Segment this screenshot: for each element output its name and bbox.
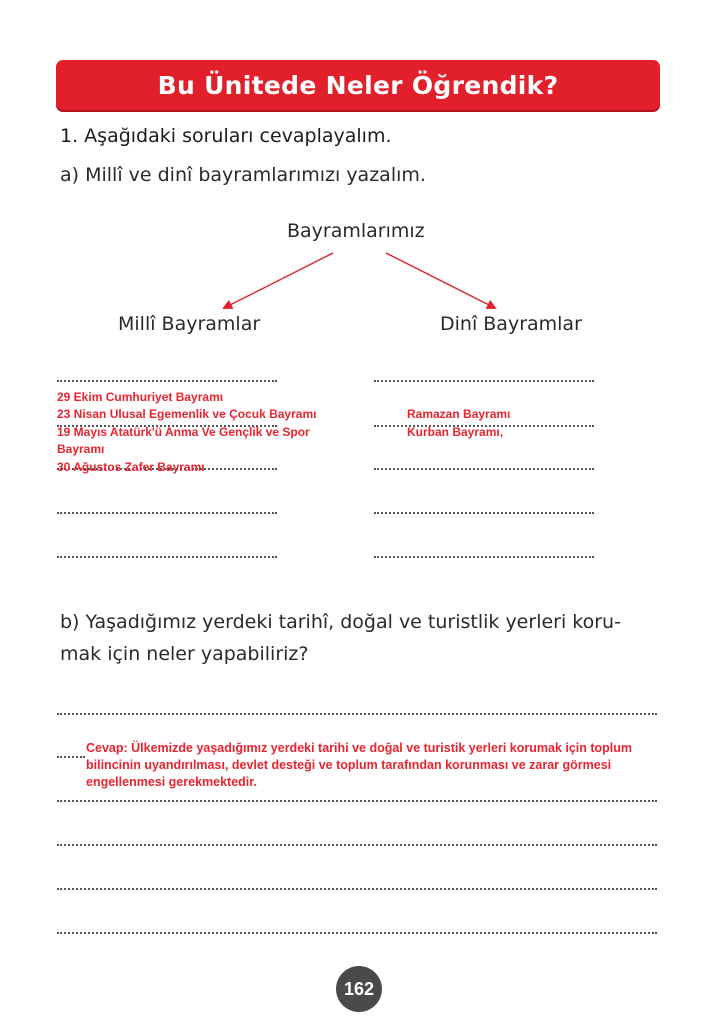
dini-bayramlar-heading: Dinî Bayramlar [440,313,582,335]
dini-answer-line[interactable] [374,380,594,382]
dini-answer: Ramazan Bayramı [407,407,511,421]
question-b-text [60,606,670,670]
answer-b-line[interactable] [57,888,657,890]
diagram-root-label: Bayramlarımız [287,220,425,242]
dini-answer: Kurban Bayramı, [407,425,504,439]
answer-b-text: Cevap: Ülkemizde yaşadığımız yerdeki tarihi ve doğal ve turistik yerleri korumak için toplum bilincinin uyandırılması, devlet desteği ve toplum tarafından korunması ve zarar görmesi engellenmesi gerekmektedir. [86,741,633,789]
question-b-line: b) Yaşadığımız yerdeki tarihî, doğal ve turistlik yerleri koru- [60,611,621,633]
milli-answer: 29 Ekim Cumhuriyet Bayramı [57,390,224,404]
milli-answer: 30 Ağustos Zafer Bayramı [57,460,205,474]
answer-b-line[interactable] [57,713,657,715]
milli-answer: 23 Nisan Ulusal Egemenlik ve Çocuk Bayramı [57,407,317,421]
milli-bayramlar-heading: Millî Bayramlar [118,313,261,335]
dini-answer-line[interactable] [374,512,594,514]
arrow-to-dini [386,253,495,308]
milli-answer-line[interactable] [57,380,277,382]
page-number: 162 [336,966,382,1012]
answer-b-line[interactable] [57,932,657,934]
arrow-to-milli [224,253,333,308]
answer-b-line[interactable] [57,756,85,758]
milli-answer: Bayramı [57,442,105,456]
page-title: Bu Ünitede Neler Öğrendik? [157,70,559,100]
milli-answer-line[interactable] [57,512,277,514]
answer-b-line[interactable] [57,844,657,846]
answer-b-line[interactable] [57,800,657,802]
question-b-line: mak için neler yapabiliriz? [60,643,309,665]
question-1-title: 1. Aşağıdaki soruları cevaplayalım. [60,125,392,147]
milli-answer: 19 Mayıs Atatürk'ü Anma Ve Gençlik ve Spor [57,425,310,439]
question-a-text: a) Millî ve dinî bayramlarımızı yazalım. [60,164,426,186]
milli-answer-line[interactable] [57,556,277,558]
dini-answer-line[interactable] [374,556,594,558]
dini-answer-line[interactable] [374,468,594,470]
